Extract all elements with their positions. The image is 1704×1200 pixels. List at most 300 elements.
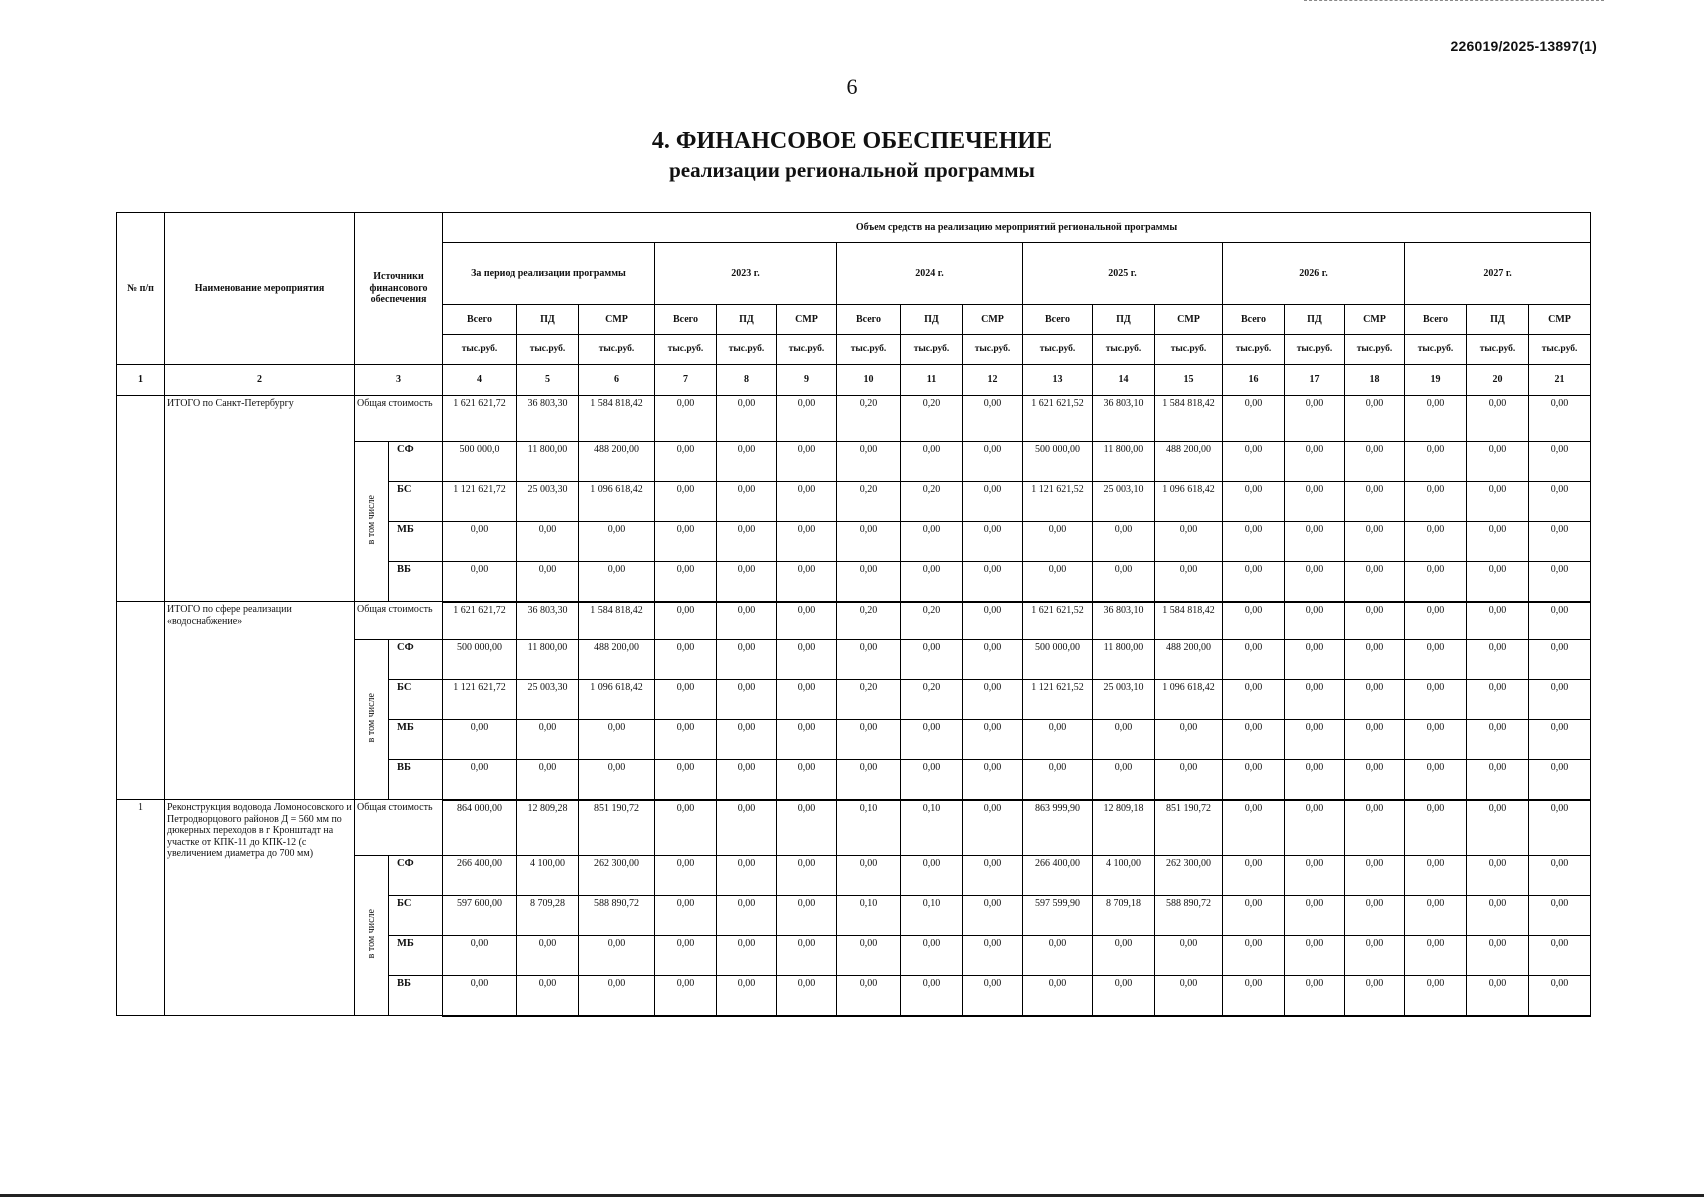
header-sub-pd: ПД [717, 305, 777, 335]
value-cell: 0,00 [579, 562, 655, 602]
value-cell: 0,00 [1223, 602, 1285, 640]
value-cell: 0,00 [963, 800, 1023, 856]
value-cell: 0,00 [1285, 936, 1345, 976]
value-cell: 1 621 621,52 [1023, 602, 1093, 640]
value-cell: 0,00 [655, 856, 717, 896]
value-cell: 0,00 [717, 800, 777, 856]
header-period-total: За период реализации программы [443, 243, 655, 305]
value-cell: 0,00 [579, 720, 655, 760]
row-number: 1 [117, 800, 165, 1016]
table-row [117, 800, 1591, 856]
value-cell: 0,00 [1405, 720, 1467, 760]
column-number: 5 [517, 365, 579, 396]
value-cell: 0,00 [1093, 760, 1155, 800]
source-2: БС [389, 896, 443, 936]
value-cell: 1 121 621,72 [443, 680, 517, 720]
value-cell: 0,00 [717, 976, 777, 1016]
value-cell: 0,00 [837, 976, 901, 1016]
column-number: 2 [165, 365, 355, 396]
header-unit: тыс.руб. [1023, 335, 1093, 365]
value-cell: 0,00 [717, 602, 777, 640]
header-unit: тыс.руб. [901, 335, 963, 365]
value-cell: 0,00 [963, 602, 1023, 640]
value-cell: 0,00 [1155, 976, 1223, 1016]
value-cell: 0,00 [655, 720, 717, 760]
value-cell: 0,00 [1345, 522, 1405, 562]
value-cell: 0,00 [963, 976, 1023, 1016]
value-cell: 0,00 [655, 976, 717, 1016]
value-cell: 36 803,10 [1093, 396, 1155, 442]
value-cell: 1 621 621,72 [443, 602, 517, 640]
value-cell: 0,00 [1093, 562, 1155, 602]
value-cell: 0,10 [901, 800, 963, 856]
value-cell: 0,00 [1529, 522, 1591, 562]
value-cell: 0,00 [901, 640, 963, 680]
value-cell: 0,00 [777, 856, 837, 896]
value-cell: 0,00 [717, 522, 777, 562]
value-cell: 0,00 [579, 522, 655, 562]
value-cell: 0,00 [1405, 760, 1467, 800]
value-cell: 4 100,00 [517, 856, 579, 896]
value-cell: 0,00 [717, 936, 777, 976]
table-row [117, 396, 1591, 442]
value-cell: 488 200,00 [579, 640, 655, 680]
value-cell: 0,00 [655, 522, 717, 562]
value-cell: 0,00 [1223, 640, 1285, 680]
value-cell: 0,00 [655, 760, 717, 800]
value-cell: 0,00 [777, 602, 837, 640]
value-cell: 0,00 [963, 396, 1023, 442]
value-cell: 4 100,00 [1093, 856, 1155, 896]
value-cell: 12 809,28 [517, 800, 579, 856]
column-number: 8 [717, 365, 777, 396]
column-number: 13 [1023, 365, 1093, 396]
value-cell: 0,00 [1223, 680, 1285, 720]
value-cell: 0,00 [1405, 442, 1467, 482]
value-cell: 0,00 [901, 856, 963, 896]
value-cell: 0,00 [1467, 602, 1529, 640]
value-cell: 0,00 [1529, 680, 1591, 720]
value-cell: 0,00 [717, 760, 777, 800]
measure-name: Реконструкция водовода Ломоносовского и Петродворцового районов Д = 560 мм по дюкерных переходов в г Кронштадт на участке от КПК-11 до КПК-12 (с увеличением диаметра до 700 мм) [165, 800, 355, 1016]
value-cell: 12 809,18 [1093, 800, 1155, 856]
value-cell: 0,00 [655, 482, 717, 522]
value-cell: 0,00 [901, 936, 963, 976]
value-cell: 0,00 [1223, 936, 1285, 976]
column-number: 16 [1223, 365, 1285, 396]
value-cell: 0,00 [579, 976, 655, 1016]
value-cell: 0,00 [517, 936, 579, 976]
value-cell: 0,00 [1223, 562, 1285, 602]
header-sub-pd: ПД [901, 305, 963, 335]
value-cell: 0,00 [1529, 896, 1591, 936]
value-cell: 1 121 621,72 [443, 482, 517, 522]
value-cell: 0,00 [1405, 856, 1467, 896]
value-cell: 1 096 618,42 [1155, 680, 1223, 720]
value-cell: 0,00 [1467, 482, 1529, 522]
value-cell: 0,00 [443, 562, 517, 602]
value-cell: 1 096 618,42 [1155, 482, 1223, 522]
value-cell: 0,00 [1285, 396, 1345, 442]
column-number: 3 [355, 365, 443, 396]
source-4: ВБ [389, 976, 443, 1016]
value-cell: 0,00 [1223, 442, 1285, 482]
column-number: 19 [1405, 365, 1467, 396]
including-label: в том числе [365, 495, 377, 545]
value-cell: 0,00 [655, 562, 717, 602]
value-cell: 0,00 [443, 522, 517, 562]
value-cell: 597 600,00 [443, 896, 517, 936]
value-cell: 1 121 621,52 [1023, 680, 1093, 720]
value-cell: 0,00 [963, 442, 1023, 482]
value-cell: 0,00 [1529, 442, 1591, 482]
column-number: 4 [443, 365, 517, 396]
value-cell: 11 800,00 [517, 442, 579, 482]
header-sub-pd: ПД [1285, 305, 1345, 335]
value-cell: 25 003,30 [517, 482, 579, 522]
header-sub-vsego: Всего [655, 305, 717, 335]
value-cell: 0,00 [443, 720, 517, 760]
value-cell: 0,20 [837, 482, 901, 522]
value-cell: 0,00 [655, 442, 717, 482]
header-source: Источники финансового обеспечения [355, 213, 443, 365]
value-cell: 0,00 [1467, 936, 1529, 976]
section-subtitle: реализации региональной программы [669, 158, 1035, 182]
value-cell: 0,00 [1345, 396, 1405, 442]
value-cell: 0,00 [1345, 720, 1405, 760]
value-cell: 0,00 [777, 760, 837, 800]
source-4: ВБ [389, 562, 443, 602]
value-cell: 0,00 [1529, 640, 1591, 680]
value-cell: 0,00 [777, 680, 837, 720]
value-cell: 500 000,0 [443, 442, 517, 482]
value-cell: 0,00 [717, 720, 777, 760]
header-period-2026: 2026 г. [1223, 243, 1405, 305]
value-cell: 36 803,10 [1093, 602, 1155, 640]
value-cell: 851 190,72 [579, 800, 655, 856]
value-cell: 0,00 [717, 396, 777, 442]
value-cell: 0,00 [1405, 562, 1467, 602]
value-cell: 25 003,30 [517, 680, 579, 720]
measure-name: ИТОГО по сфере реализации «водоснабжение» [165, 602, 355, 800]
source-1: СФ [389, 442, 443, 482]
source-2: БС [389, 680, 443, 720]
value-cell: 0,00 [1093, 720, 1155, 760]
value-cell: 0,00 [1345, 680, 1405, 720]
source-3: МБ [389, 522, 443, 562]
value-cell: 0,00 [1529, 396, 1591, 442]
value-cell: 0,00 [655, 896, 717, 936]
value-cell: 0,00 [901, 562, 963, 602]
header-sub-smr: СМР [579, 305, 655, 335]
header-unit: тыс.руб. [655, 335, 717, 365]
value-cell: 0,00 [579, 936, 655, 976]
value-cell: 0,00 [1405, 976, 1467, 1016]
value-cell: 0,00 [1467, 522, 1529, 562]
value-cell: 0,00 [1155, 522, 1223, 562]
value-cell: 0,00 [717, 562, 777, 602]
row-number [117, 602, 165, 800]
value-cell: 0,00 [1285, 720, 1345, 760]
header-period-2023: 2023 г. [655, 243, 837, 305]
value-cell: 0,20 [901, 482, 963, 522]
header-unit: тыс.руб. [1093, 335, 1155, 365]
value-cell: 1 584 818,42 [579, 602, 655, 640]
value-cell: 500 000,00 [443, 640, 517, 680]
value-cell: 0,00 [1405, 396, 1467, 442]
value-cell: 0,10 [837, 800, 901, 856]
value-cell: 0,00 [1223, 396, 1285, 442]
value-cell: 0,00 [1155, 760, 1223, 800]
value-cell: 0,00 [963, 760, 1023, 800]
value-cell: 588 890,72 [579, 896, 655, 936]
value-cell: 0,00 [517, 760, 579, 800]
value-cell: 0,00 [1467, 442, 1529, 482]
value-cell: 0,00 [901, 760, 963, 800]
value-cell: 0,00 [1285, 522, 1345, 562]
value-cell: 0,00 [1345, 976, 1405, 1016]
value-cell: 0,00 [963, 562, 1023, 602]
value-cell: 0,00 [1405, 602, 1467, 640]
value-cell: 0,00 [517, 562, 579, 602]
value-cell: 0,00 [1223, 896, 1285, 936]
value-cell: 0,00 [655, 800, 717, 856]
value-cell: 0,00 [1405, 522, 1467, 562]
value-cell: 0,00 [1223, 856, 1285, 896]
source-total: Общая стоимость [355, 396, 443, 442]
value-cell: 0,00 [963, 680, 1023, 720]
header-sub-smr: СМР [1155, 305, 1223, 335]
value-cell: 25 003,10 [1093, 482, 1155, 522]
header-unit: тыс.руб. [837, 335, 901, 365]
value-cell: 11 800,00 [1093, 442, 1155, 482]
source-1: СФ [389, 856, 443, 896]
value-cell: 0,00 [1285, 562, 1345, 602]
source-2: БС [389, 482, 443, 522]
financing-table [116, 212, 1591, 1017]
value-cell: 0,00 [1223, 482, 1285, 522]
value-cell: 0,00 [963, 640, 1023, 680]
value-cell: 0,20 [837, 602, 901, 640]
column-number: 14 [1093, 365, 1155, 396]
scan-top-marks [1304, 0, 1604, 3]
value-cell: 0,00 [1285, 800, 1345, 856]
column-number: 11 [901, 365, 963, 396]
value-cell: 0,00 [777, 482, 837, 522]
value-cell: 1 621 621,52 [1023, 396, 1093, 442]
value-cell: 0,00 [655, 602, 717, 640]
value-cell: 0,00 [1529, 936, 1591, 976]
value-cell: 0,00 [777, 896, 837, 936]
value-cell: 0,00 [1467, 720, 1529, 760]
header-name: Наименование мероприятия [165, 213, 355, 365]
value-cell: 0,00 [1285, 976, 1345, 1016]
value-cell: 0,00 [1023, 936, 1093, 976]
value-cell: 0,00 [963, 522, 1023, 562]
document-number: 226019/2025-13897(1) [1450, 38, 1597, 54]
value-cell: 0,00 [1093, 522, 1155, 562]
header-unit: тыс.руб. [1155, 335, 1223, 365]
source-total: Общая стоимость [355, 602, 443, 640]
value-cell: 0,20 [837, 680, 901, 720]
value-cell: 851 190,72 [1155, 800, 1223, 856]
value-cell: 500 000,00 [1023, 442, 1093, 482]
value-cell: 0,00 [1467, 896, 1529, 936]
value-cell: 0,10 [837, 896, 901, 936]
value-cell: 36 803,30 [517, 396, 579, 442]
column-number: 1 [117, 365, 165, 396]
header-sub-vsego: Всего [1405, 305, 1467, 335]
header-sub-vsego: Всего [443, 305, 517, 335]
value-cell: 0,00 [1223, 976, 1285, 1016]
source-total: Общая стоимость [355, 800, 443, 856]
including-label-cell [355, 856, 389, 1016]
value-cell: 0,00 [963, 856, 1023, 896]
value-cell: 0,00 [1405, 936, 1467, 976]
value-cell: 0,00 [777, 720, 837, 760]
value-cell: 25 003,10 [1093, 680, 1155, 720]
value-cell: 0,00 [1023, 522, 1093, 562]
value-cell: 0,00 [1285, 856, 1345, 896]
value-cell: 0,00 [1023, 760, 1093, 800]
value-cell: 0,00 [963, 720, 1023, 760]
measure-name: ИТОГО по Санкт-Петербургу [165, 396, 355, 602]
header-unit: тыс.руб. [1467, 335, 1529, 365]
value-cell: 1 584 818,42 [1155, 602, 1223, 640]
value-cell: 0,00 [1345, 856, 1405, 896]
value-cell: 0,00 [717, 482, 777, 522]
value-cell: 0,00 [655, 936, 717, 976]
header-sub-pd: ПД [517, 305, 579, 335]
value-cell: 0,00 [837, 640, 901, 680]
column-number: 10 [837, 365, 901, 396]
value-cell: 0,00 [777, 800, 837, 856]
value-cell: 0,00 [837, 442, 901, 482]
including-label-cell [355, 640, 389, 800]
value-cell: 0,00 [1155, 562, 1223, 602]
value-cell: 0,00 [1285, 760, 1345, 800]
value-cell: 0,00 [443, 760, 517, 800]
value-cell: 262 300,00 [1155, 856, 1223, 896]
header-sub-smr: СМР [1345, 305, 1405, 335]
value-cell: 1 621 621,72 [443, 396, 517, 442]
value-cell: 0,00 [1285, 442, 1345, 482]
value-cell: 0,20 [901, 602, 963, 640]
column-number: 21 [1529, 365, 1591, 396]
header-period-2027: 2027 г. [1405, 243, 1591, 305]
column-number: 15 [1155, 365, 1223, 396]
value-cell: 0,00 [1529, 800, 1591, 856]
value-cell: 0,00 [1467, 856, 1529, 896]
column-number: 20 [1467, 365, 1529, 396]
column-number: 6 [579, 365, 655, 396]
value-cell: 0,00 [901, 442, 963, 482]
value-cell: 0,00 [1467, 976, 1529, 1016]
value-cell: 0,00 [1223, 720, 1285, 760]
header-unit: тыс.руб. [1223, 335, 1285, 365]
value-cell: 0,20 [837, 396, 901, 442]
value-cell: 0,00 [579, 760, 655, 800]
value-cell: 0,00 [777, 936, 837, 976]
value-cell: 0,00 [777, 396, 837, 442]
header-unit: тыс.руб. [443, 335, 517, 365]
header-unit: тыс.руб. [717, 335, 777, 365]
value-cell: 0,00 [777, 522, 837, 562]
header-unit: тыс.руб. [1345, 335, 1405, 365]
value-cell: 488 200,00 [1155, 442, 1223, 482]
value-cell: 0,00 [1405, 640, 1467, 680]
header-unit: тыс.руб. [777, 335, 837, 365]
value-cell: 0,00 [777, 976, 837, 1016]
value-cell: 864 000,00 [443, 800, 517, 856]
value-cell: 0,10 [901, 896, 963, 936]
value-cell: 0,00 [1285, 602, 1345, 640]
value-cell: 0,00 [1345, 936, 1405, 976]
value-cell: 0,00 [837, 760, 901, 800]
value-cell: 0,00 [1345, 562, 1405, 602]
value-cell: 0,00 [1529, 562, 1591, 602]
value-cell: 0,00 [1405, 896, 1467, 936]
value-cell: 0,00 [1529, 760, 1591, 800]
header-sub-pd: ПД [1093, 305, 1155, 335]
including-label: в том числе [365, 909, 377, 959]
value-cell: 0,00 [1023, 976, 1093, 1016]
value-cell: 0,00 [1285, 482, 1345, 522]
header-sub-smr: СМР [777, 305, 837, 335]
header-sub-pd: ПД [1467, 305, 1529, 335]
value-cell: 0,00 [1467, 760, 1529, 800]
value-cell: 0,00 [1405, 800, 1467, 856]
value-cell: 488 200,00 [1155, 640, 1223, 680]
column-number: 12 [963, 365, 1023, 396]
including-label-cell [355, 442, 389, 602]
header-period-2024: 2024 г. [837, 243, 1023, 305]
value-cell: 0,00 [1285, 640, 1345, 680]
column-number: 18 [1345, 365, 1405, 396]
value-cell: 0,00 [963, 936, 1023, 976]
value-cell: 1 584 818,42 [579, 396, 655, 442]
value-cell: 0,00 [1529, 482, 1591, 522]
value-cell: 0,00 [837, 720, 901, 760]
value-cell: 1 584 818,42 [1155, 396, 1223, 442]
value-cell: 0,00 [963, 896, 1023, 936]
value-cell: 0,00 [1093, 936, 1155, 976]
table-row [117, 602, 1591, 640]
value-cell: 0,00 [443, 976, 517, 1016]
value-cell: 262 300,00 [579, 856, 655, 896]
including-label: в том числе [365, 693, 377, 743]
value-cell: 0,00 [1345, 800, 1405, 856]
value-cell: 0,00 [777, 562, 837, 602]
value-cell: 0,00 [717, 680, 777, 720]
header-sub-vsego: Всего [837, 305, 901, 335]
value-cell: 0,00 [717, 442, 777, 482]
header-no: № п/п [117, 213, 165, 365]
section-title: 4. ФИНАНСОВОЕ ОБЕСПЕЧЕНИЕ [651, 128, 1053, 154]
value-cell: 0,00 [1467, 680, 1529, 720]
source-3: МБ [389, 720, 443, 760]
value-cell: 0,00 [777, 442, 837, 482]
column-number: 7 [655, 365, 717, 396]
value-cell: 36 803,30 [517, 602, 579, 640]
value-cell: 0,00 [517, 720, 579, 760]
value-cell: 1 096 618,42 [579, 482, 655, 522]
source-1: СФ [389, 640, 443, 680]
value-cell: 0,00 [777, 640, 837, 680]
header-unit: тыс.руб. [1529, 335, 1591, 365]
header-sub-smr: СМР [963, 305, 1023, 335]
header-sub-vsego: Всего [1023, 305, 1093, 335]
